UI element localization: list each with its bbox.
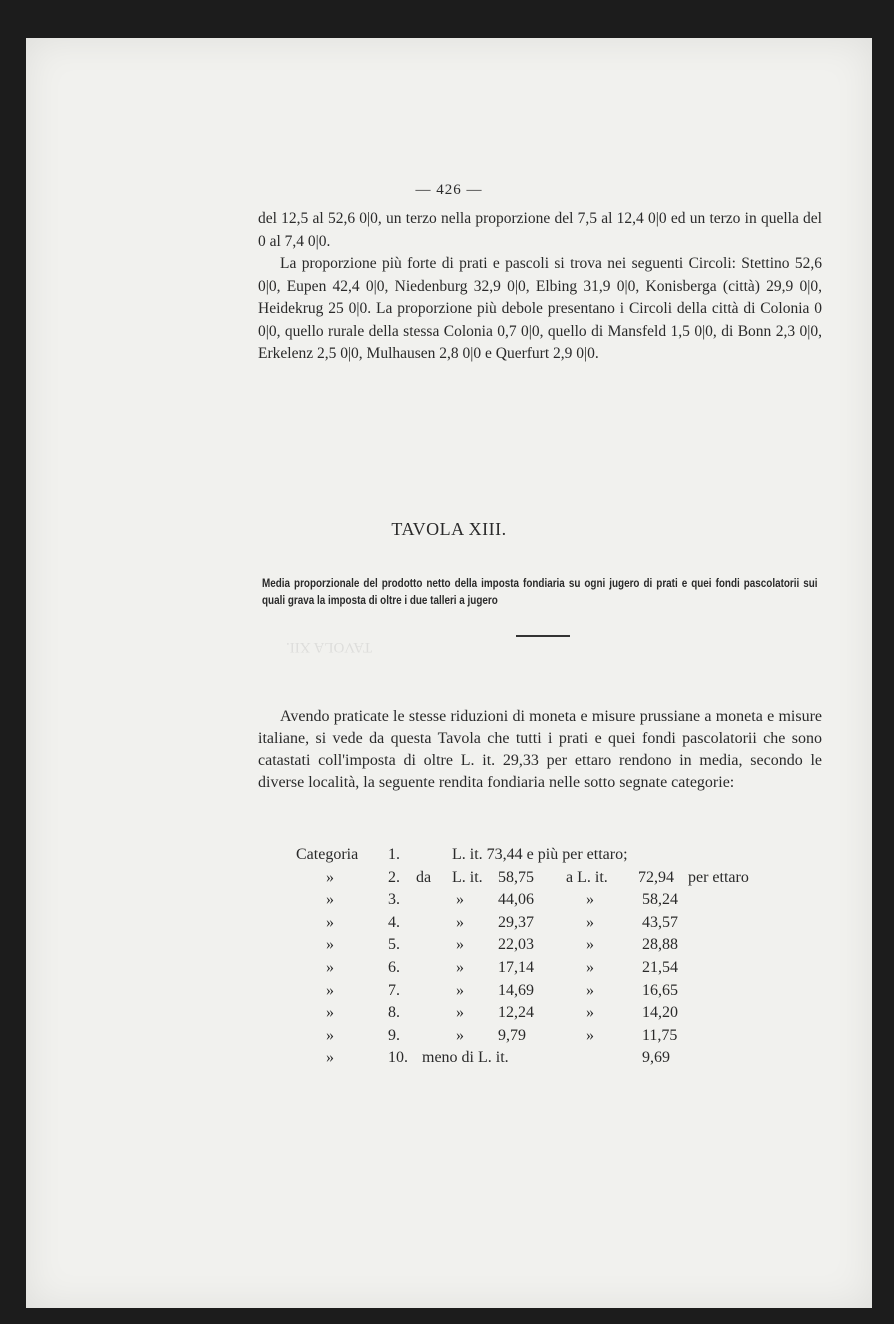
value-from: 22,03: [498, 936, 534, 954]
value-from: 58,75: [498, 868, 534, 886]
ditto-mark: »: [326, 868, 334, 886]
value-to: 21,54: [642, 958, 678, 976]
paragraph-3-text: Avendo praticate le stesse riduzioni di moneta e misure prussiane a moneta e misure italiane, si vede da questa Tavola che tutti i prati e quei fondi pascolatorii che sono catastati coll'imposta di oltre L. it. 29,33 per ettaro rendono in media, secondo le diverse località, la seguente rendita fondiaria nelle sotto segnate categorie:: [258, 708, 822, 791]
value-from: 9,79: [498, 1026, 526, 1044]
ditto-mark: »: [586, 958, 594, 976]
category-row: [256, 1002, 816, 1025]
category-row: [256, 957, 816, 980]
value-to: 28,88: [642, 936, 678, 954]
range-connector: a L. it.: [566, 868, 608, 886]
ditto-mark: »: [326, 913, 334, 931]
value-to: 9,69: [642, 1049, 670, 1067]
book-page: [26, 38, 872, 1308]
value-to: 58,24: [642, 891, 678, 909]
ditto-mark: »: [456, 891, 464, 909]
value-from: 44,06: [498, 891, 534, 909]
ditto-mark: »: [456, 981, 464, 999]
category-number: 4.: [388, 913, 400, 931]
category-text: L. it. 73,44 e più per ettaro;: [452, 846, 628, 863]
ditto-mark: »: [326, 891, 334, 909]
ditto-mark: »: [456, 936, 464, 954]
value-to: 11,75: [642, 1026, 678, 1044]
ditto-mark: »: [326, 958, 334, 976]
category-row: [256, 934, 816, 957]
category-number: 8.: [388, 1004, 400, 1022]
ditto-mark: »: [456, 1026, 464, 1044]
ditto-mark: »: [586, 891, 594, 909]
value-to: 14,20: [642, 1004, 678, 1022]
ditto-mark: »: [586, 1026, 594, 1044]
value-from: 29,37: [498, 913, 534, 931]
category-number: 10.: [388, 1049, 408, 1067]
body-paragraph-1: [258, 208, 822, 366]
ditto-mark: »: [326, 981, 334, 999]
value-from: 17,14: [498, 958, 534, 976]
category-list: [256, 844, 816, 1070]
category-row: [256, 912, 816, 935]
bleed-through-text: TAVOLA XII.: [286, 639, 373, 655]
da-word: da: [416, 868, 432, 886]
category-number: 7.: [388, 981, 400, 999]
value-to: 72,94: [638, 868, 674, 886]
unit-text: per ettaro: [688, 868, 749, 886]
separator-rule: [516, 635, 570, 637]
ditto-mark: »: [586, 981, 594, 999]
category-row: [256, 1025, 816, 1048]
value-from: 12,24: [498, 1004, 534, 1022]
category-number: 2.: [388, 868, 400, 886]
category-number: 1.: [388, 846, 400, 863]
ditto-mark: »: [326, 936, 334, 954]
category-number: 3.: [388, 891, 400, 909]
category-label: Categoria: [296, 846, 359, 863]
ditto-mark: »: [326, 1049, 334, 1067]
value-to: 16,65: [642, 981, 678, 999]
table-caption: Media proporzionale del prodotto netto della imposta fondiaria su ogni jugero di prati e quei fondi pascolatorii sui quali grava la imposta di oltre i due talleri a jugero: [262, 578, 818, 607]
ditto-mark: »: [456, 958, 464, 976]
category-text: meno di L. it.: [422, 1049, 509, 1067]
currency-label: L. it.: [452, 868, 483, 886]
ditto-mark: »: [456, 913, 464, 931]
value-from: 14,69: [498, 981, 534, 999]
table-title: TAVOLA XIII.: [391, 519, 507, 539]
category-row: [256, 867, 816, 890]
page-number: — 426 —: [415, 182, 483, 198]
ditto-mark: »: [586, 913, 594, 931]
category-number: 5.: [388, 936, 400, 954]
category-row: [256, 889, 816, 912]
category-number: 9.: [388, 1026, 400, 1044]
ditto-mark: »: [586, 936, 594, 954]
category-number: 6.: [388, 958, 400, 976]
value-to: 43,57: [642, 913, 678, 931]
ditto-mark: »: [586, 1004, 594, 1022]
paragraph-1-text: del 12,5 al 52,6 0|0, un terzo nella proporzione del 7,5 al 12,4 0|0 ed un terzo in quella del 0 al 7,4 0|0.: [258, 210, 822, 250]
category-row: [256, 844, 816, 867]
ditto-mark: »: [326, 1004, 334, 1022]
paragraph-2-text: La proporzione più forte di prati e pascoli si trova nei seguenti Circoli: Stettino 52,6 0|0, Eupen 42,4 0|0, Niedenburg 32,9 0|0, Elbing 31,9 0|0, Konisberga (città) 29,9 0|0, Heidekrug 25 0|0. La proporzione più debole presentano i Circoli della città di Colonia 0 0|0, quello rurale della stessa Colonia 0,7 0|0, quello di Mansfeld 1,5 0|0, di Bonn 2,3 0|0, Erkelenz 2,5 0|0, Mulhausen 2,8 0|0 e Querfurt 2,9 0|0.: [258, 255, 822, 362]
ditto-mark: »: [456, 1004, 464, 1022]
body-paragraph-3: [258, 706, 822, 794]
category-row: [256, 1047, 816, 1070]
category-row: [256, 980, 816, 1003]
ditto-mark: »: [326, 1026, 334, 1044]
